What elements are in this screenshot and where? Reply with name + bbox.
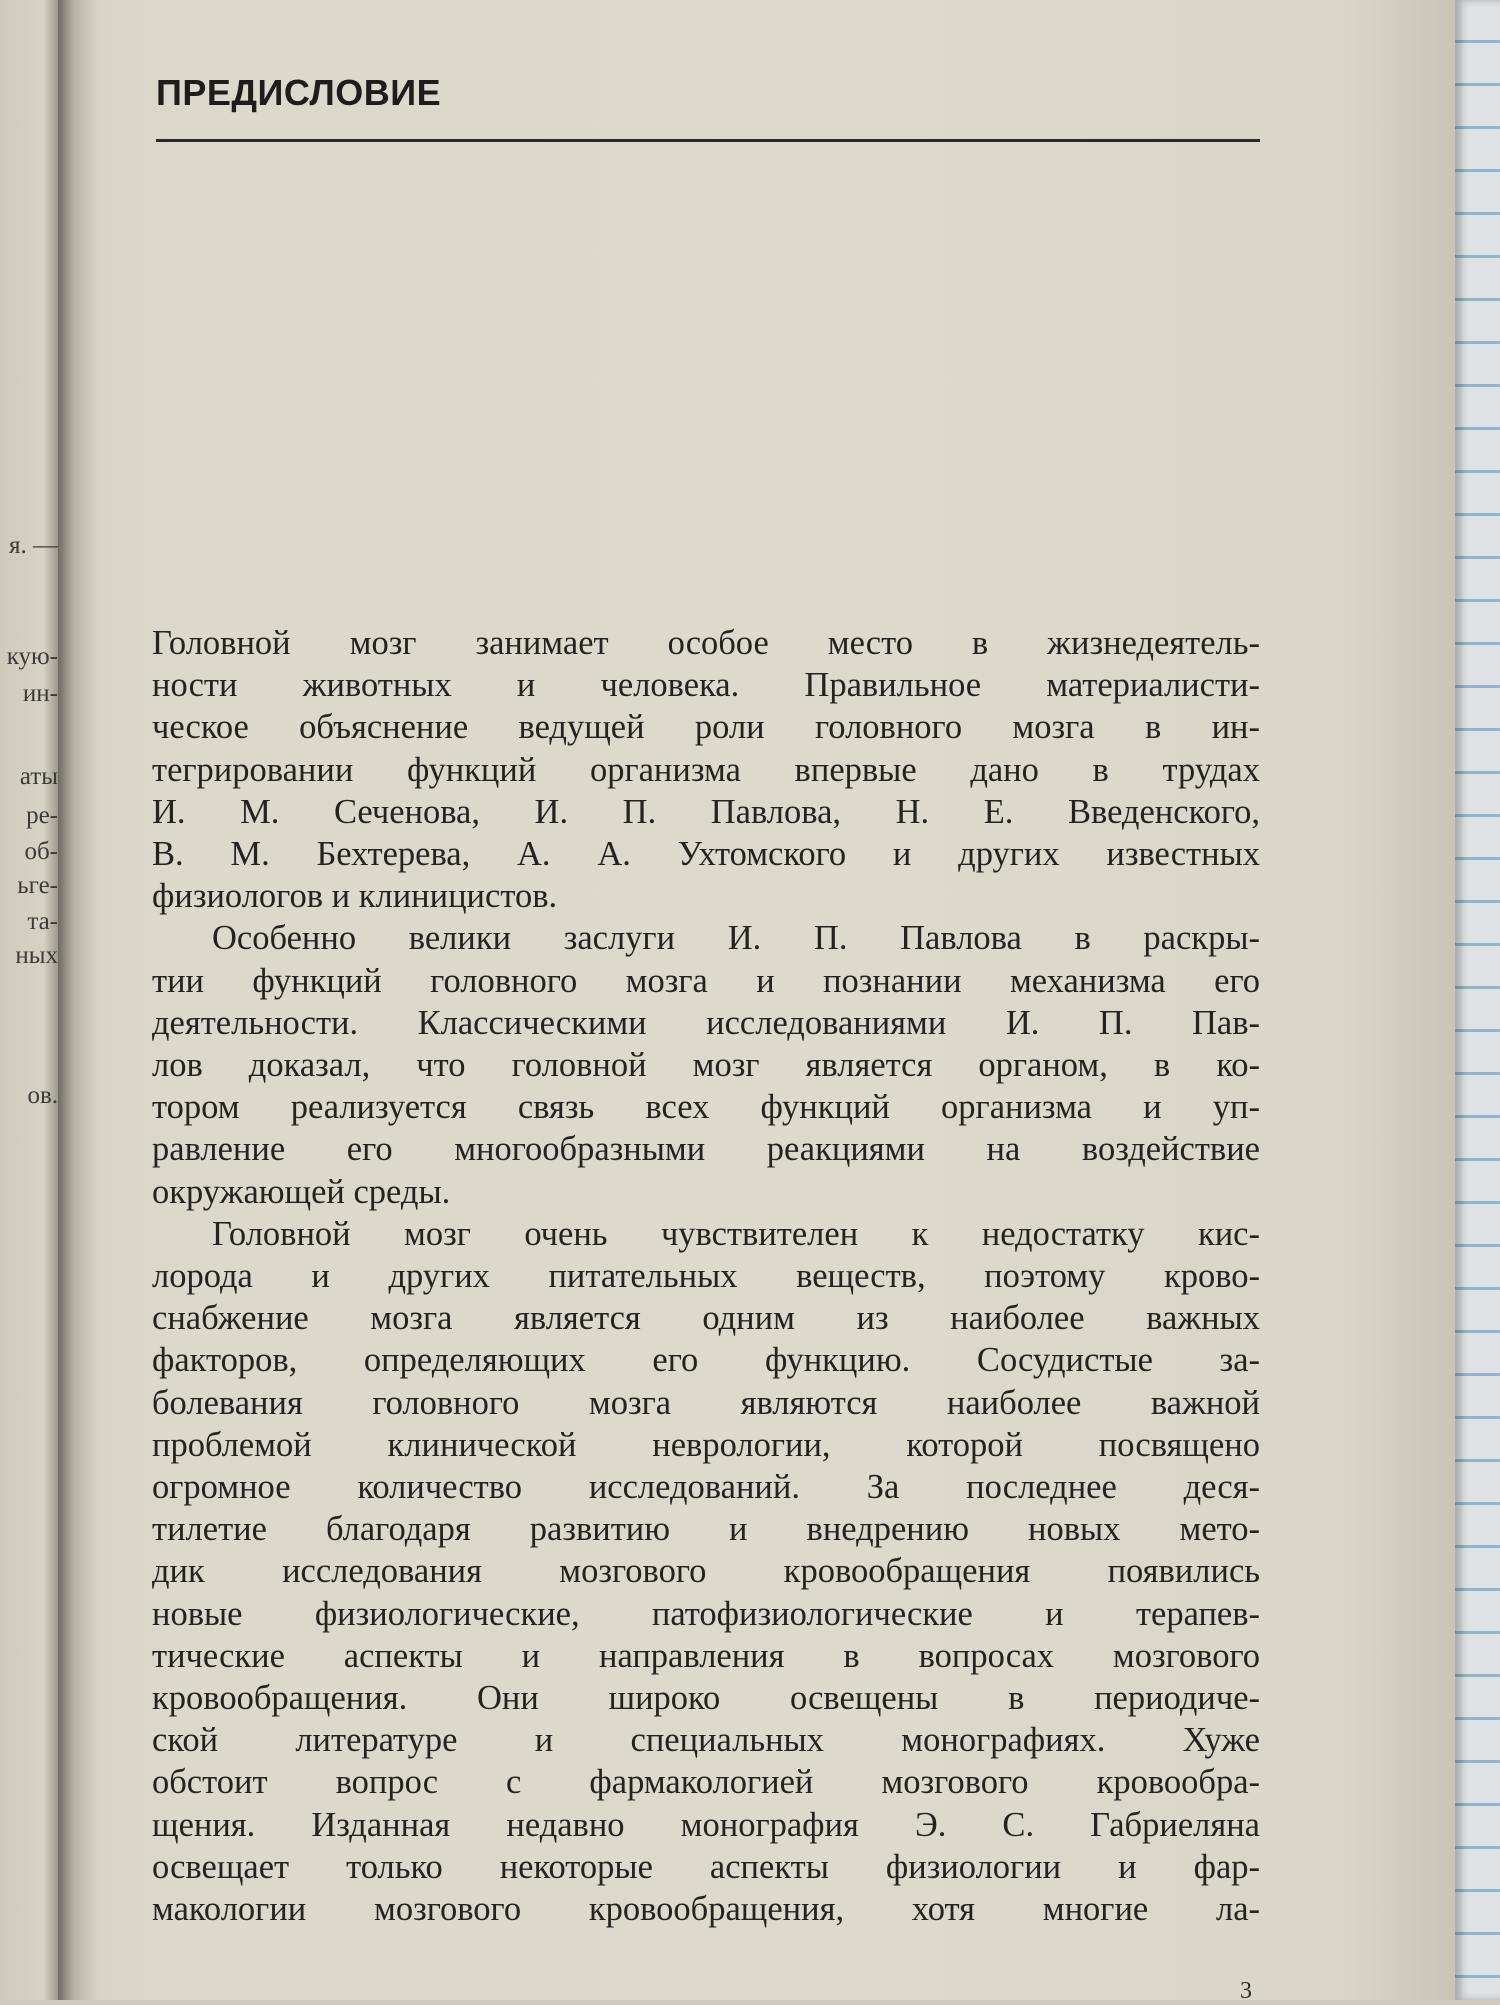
text-line: равление его многообразными реакциями на воздействие (152, 1130, 1260, 1169)
text-line: деятельности. Классическими исследованиями И. П. Пав- (152, 1003, 1260, 1042)
left-page-fragment: я. — (9, 532, 58, 559)
text-line: обстоит вопрос с фармакологией мозгового кровообра- (152, 1763, 1260, 1802)
text-line: снабжение мозга является одним из наиболее важных (152, 1299, 1260, 1338)
text-line: В. М. Бехтерева, А. А. Ухтомского и других известных (152, 835, 1260, 874)
preface-body (152, 622, 1260, 1930)
text-line: ческое объяснение ведущей роли головного мозга в ин- (152, 708, 1260, 747)
text-line: макологии мозгового кровообращения, хотя многие ла- (152, 1890, 1260, 1929)
text-line: тилетие благодаря развитию и внедрению новых мето- (152, 1510, 1260, 1549)
left-page-fragment: аты (19, 763, 58, 790)
text-line: окружающей среды. (152, 1172, 451, 1211)
notebook-background (1455, 0, 1500, 2000)
text-line: И. М. Сеченова, И. П. Павлова, Н. Е. Введенского, (152, 792, 1260, 831)
text-line: освещает только некоторые аспекты физиологии и фар- (152, 1847, 1260, 1886)
text-line: болевания головного мозга являются наиболее важной (152, 1383, 1260, 1422)
text-line: Головной мозг очень чувствителен к недостатку кис- (212, 1214, 1260, 1253)
left-page-fragment: ре- (26, 802, 58, 829)
text-line: дик исследования мозгового кровообращения появились (152, 1552, 1260, 1591)
text-line: щения. Изданная недавно монография Э. С. Габриеляна (152, 1805, 1260, 1844)
left-page-fragment: кую- (6, 643, 58, 670)
text-line: факторов, определяющих его функцию. Сосудистые за- (152, 1341, 1260, 1380)
page-title: ПРЕДИСЛОВИЕ (156, 72, 442, 113)
text-line: тором реализуется связь всех функций организма и уп- (152, 1088, 1260, 1127)
text-line: Особенно велики заслуги И. П. Павлова в раскры- (212, 919, 1260, 958)
left-page-fragment: ьге- (17, 872, 58, 899)
paragraph-2 (152, 917, 1260, 1212)
paragraph-1 (152, 622, 1260, 917)
text-line: Головной мозг занимает особое место в жизнедеятель- (152, 624, 1260, 662)
left-page-fragment: об- (24, 838, 58, 865)
text-line: лорода и других питательных веществ, поэтому крово- (152, 1257, 1260, 1296)
text-line: ности животных и человека. Правильное материалисти- (152, 666, 1260, 705)
left-facing-page (0, 0, 62, 2000)
left-page-fragment: ных (15, 942, 58, 969)
heading-rule (156, 139, 1260, 142)
text-line: физиологов и клиницистов. (152, 877, 558, 916)
paragraph-3 (152, 1213, 1260, 1930)
text-line: лов доказал, что головной мозг является органом, в ко- (152, 1046, 1260, 1085)
page-number: 3 (1240, 1978, 1252, 2004)
text-line: ской литературе и специальных монографиях. Хуже (152, 1721, 1260, 1760)
left-page-fragment: та- (27, 908, 58, 935)
text-line: тии функций головного мозга и познании механизма его (152, 961, 1260, 1000)
left-page-fragment: ин- (22, 680, 58, 707)
book-gutter-shadow (58, 0, 98, 2000)
text-line: тические аспекты и направления в вопросах мозгового (152, 1636, 1260, 1675)
text-line: огромное количество исследований. За последнее деся- (152, 1468, 1260, 1507)
text-line: проблемой клинической неврологии, которой посвящено (152, 1425, 1260, 1464)
text-line: кровообращения. Они широко освещены в периодиче- (152, 1679, 1260, 1718)
text-line: тегрировании функций организма впервые дано в трудах (152, 750, 1260, 789)
left-page-fragment: ов. (27, 1082, 58, 1109)
text-line: новые физиологические, патофизиологические и терапев- (152, 1594, 1260, 1633)
